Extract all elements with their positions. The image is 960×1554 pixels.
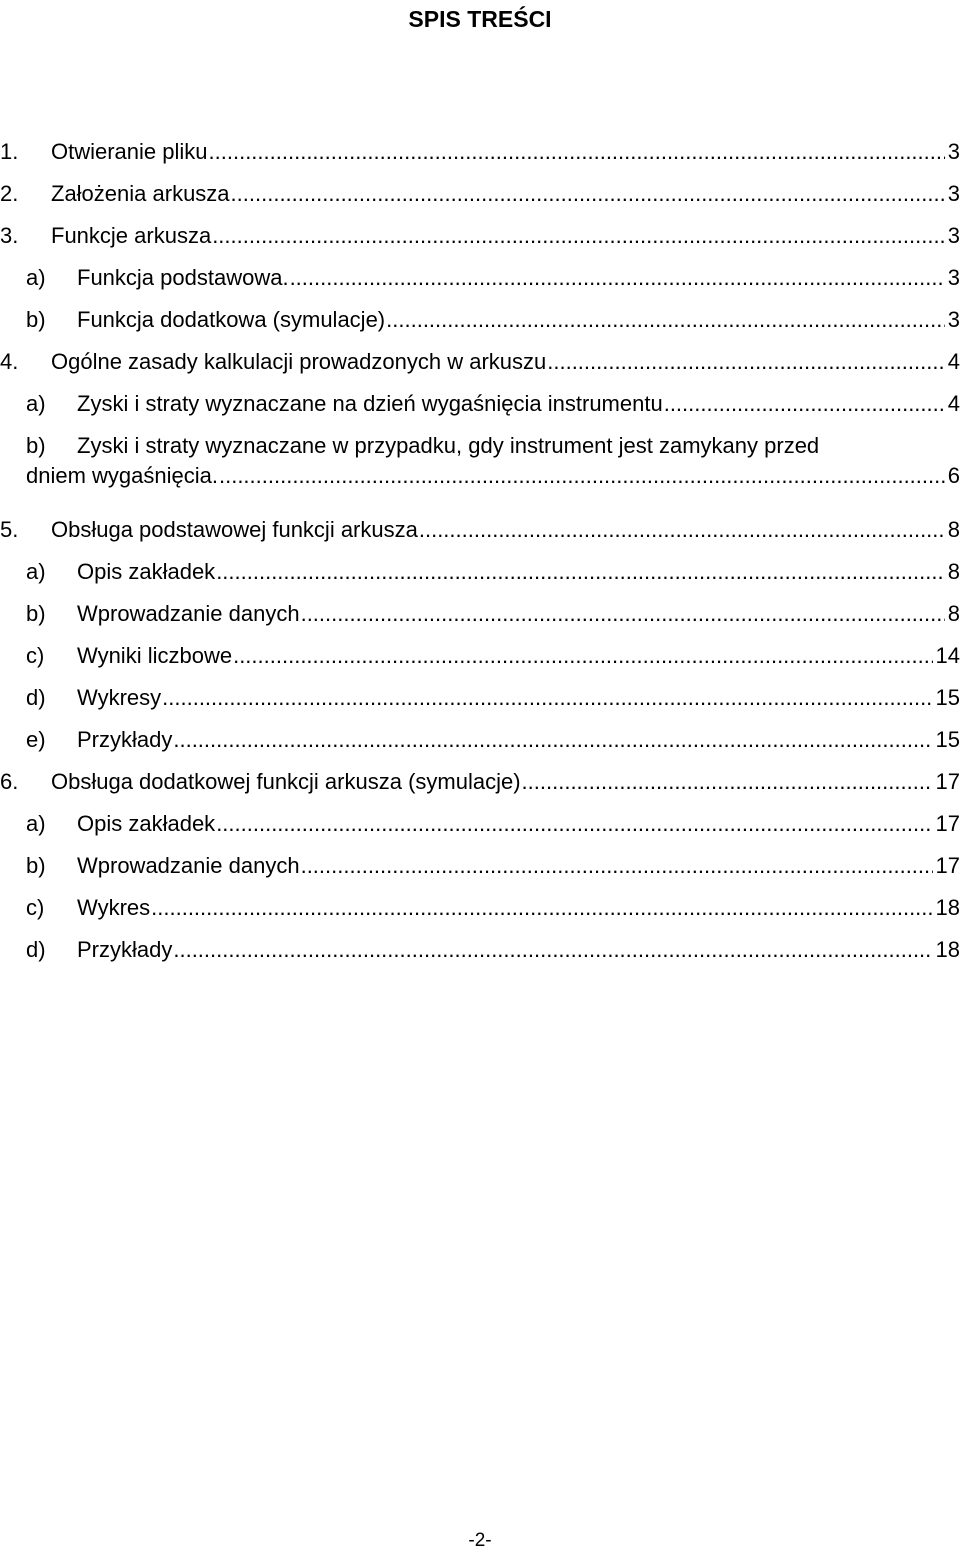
toc-entry-number: 6. — [0, 769, 19, 794]
dot-leader — [522, 761, 933, 803]
toc-entry-number: 1. — [0, 139, 19, 164]
toc-entry-label: Przykłady — [77, 727, 173, 752]
toc-entry-page: 17 — [935, 853, 960, 878]
toc-entry-number: b) — [26, 433, 46, 458]
toc-entry-label: Przykłady — [77, 937, 173, 962]
toc-entry-page: 17 — [935, 769, 960, 794]
toc-entry-number: b) — [26, 307, 46, 332]
toc-entry-number: b) — [26, 853, 46, 878]
toc-entry-page: 3 — [947, 223, 960, 248]
dot-leader — [209, 131, 945, 173]
dot-leader — [233, 635, 932, 677]
dot-leader — [290, 257, 945, 299]
toc-entry-number: b) — [26, 601, 46, 626]
dot-leader — [664, 383, 945, 425]
toc-entry-6a[interactable] — [0, 803, 960, 845]
dot-leader — [547, 341, 945, 383]
toc-entry-number: 4. — [0, 349, 19, 374]
page-number-footer: -2- — [468, 1530, 492, 1551]
toc-entry-4b[interactable] — [0, 425, 960, 509]
toc-entry-5d[interactable] — [0, 677, 960, 719]
toc-entry-6c[interactable] — [0, 887, 960, 929]
toc-entry-number: d) — [26, 685, 46, 710]
toc-entry-2[interactable] — [0, 173, 960, 215]
toc-entry-page: 3 — [947, 265, 960, 290]
dot-leader — [301, 593, 945, 635]
toc-entry-page: 18 — [935, 895, 960, 920]
toc-entry-page: 3 — [947, 181, 960, 206]
dot-leader — [419, 509, 945, 551]
toc-entry-6b[interactable] — [0, 845, 960, 887]
toc-entry-number: e) — [26, 727, 46, 752]
toc-entry-6[interactable] — [0, 761, 960, 803]
toc-entry-label: Opis zakładek — [77, 559, 216, 584]
toc-entry-page: 4 — [947, 349, 960, 374]
toc-entry-label: Zyski i straty wyznaczane w przypadku, gdy instrument jest zamykany przed — [77, 433, 820, 458]
toc-entry-page: 18 — [935, 937, 960, 962]
toc-entry-number: 3. — [0, 223, 19, 248]
dot-leader — [173, 719, 932, 761]
dot-leader — [301, 845, 933, 887]
toc-entry-page: 15 — [935, 685, 960, 710]
toc-entry-number: c) — [26, 643, 45, 668]
toc-entry-number: 2. — [0, 181, 19, 206]
toc-entry-label: Obsługa podstawowej funkcji arkusza — [51, 517, 418, 542]
toc-entry-1[interactable] — [0, 131, 960, 173]
toc-entry-label: Wykresy — [77, 685, 162, 710]
toc-entry-3[interactable] — [0, 215, 960, 257]
dot-leader — [162, 677, 932, 719]
toc-entry-label: Wprowadzanie danych — [77, 601, 300, 626]
toc-entry-label-continuation: dniem wygaśnięcia. — [26, 463, 218, 488]
toc-entry-5[interactable] — [0, 509, 960, 551]
toc-entry-label: Wyniki liczbowe — [77, 643, 233, 668]
toc-entry-page: 3 — [947, 139, 960, 164]
toc-entry-label: Założenia arkusza — [51, 181, 230, 206]
toc-entry-label: Ogólne zasady kalkulacji prowadzonych w arkuszu — [51, 349, 547, 374]
dot-leader — [231, 173, 945, 215]
dot-leader — [216, 551, 945, 593]
toc-entry-label: Obsługa dodatkowej funkcji arkusza (symulacje) — [51, 769, 521, 794]
toc-entry-page: 6 — [947, 463, 960, 488]
dot-leader — [216, 803, 932, 845]
toc-entry-page: 8 — [947, 559, 960, 584]
toc-entry-page: 3 — [947, 307, 960, 332]
toc-entry-number: a) — [26, 559, 46, 584]
dot-leader — [173, 929, 932, 971]
toc-entry-5c[interactable] — [0, 635, 960, 677]
toc-entry-4a[interactable] — [0, 383, 960, 425]
toc-entry-page: 17 — [935, 811, 960, 836]
toc-entry-5a[interactable] — [0, 551, 960, 593]
dot-leader — [212, 215, 945, 257]
toc-entry-4[interactable] — [0, 341, 960, 383]
toc-entry-page: 14 — [935, 643, 960, 668]
dot-leader — [219, 461, 945, 491]
toc-entry-6d[interactable] — [0, 929, 960, 971]
page-title: SPIS TREŚCI — [408, 6, 552, 32]
toc-entry-label: Funkcje arkusza — [51, 223, 212, 248]
toc-entry-number: d) — [26, 937, 46, 962]
dot-leader — [151, 887, 932, 929]
toc-entry-label: Funkcja dodatkowa (symulacje) — [77, 307, 386, 332]
toc-entry-number: a) — [26, 265, 46, 290]
toc-entry-page: 8 — [947, 517, 960, 542]
toc-entry-label: Opis zakładek — [77, 811, 216, 836]
toc-entry-label: Otwieranie pliku — [51, 139, 208, 164]
toc-entry-label: Zyski i straty wyznaczane na dzień wygaśnięcia instrumentu — [77, 391, 663, 416]
toc-entry-page: 8 — [947, 601, 960, 626]
toc-entry-page: 4 — [947, 391, 960, 416]
toc-entry-5b[interactable] — [0, 593, 960, 635]
toc-entry-3b[interactable] — [0, 299, 960, 341]
toc-entry-label: Wykres — [77, 895, 151, 920]
toc-entry-number: 5. — [0, 517, 19, 542]
dot-leader — [386, 299, 945, 341]
toc-entry-label: Wprowadzanie danych — [77, 853, 300, 878]
toc-entry-3a[interactable] — [0, 257, 960, 299]
table-of-contents — [0, 131, 960, 971]
toc-entry-label: Funkcja podstawowa. — [77, 265, 289, 290]
toc-entry-number: a) — [26, 811, 46, 836]
toc-entry-number: c) — [26, 895, 45, 920]
toc-entry-number: a) — [26, 391, 46, 416]
toc-entry-5e[interactable] — [0, 719, 960, 761]
toc-entry-page: 15 — [935, 727, 960, 752]
